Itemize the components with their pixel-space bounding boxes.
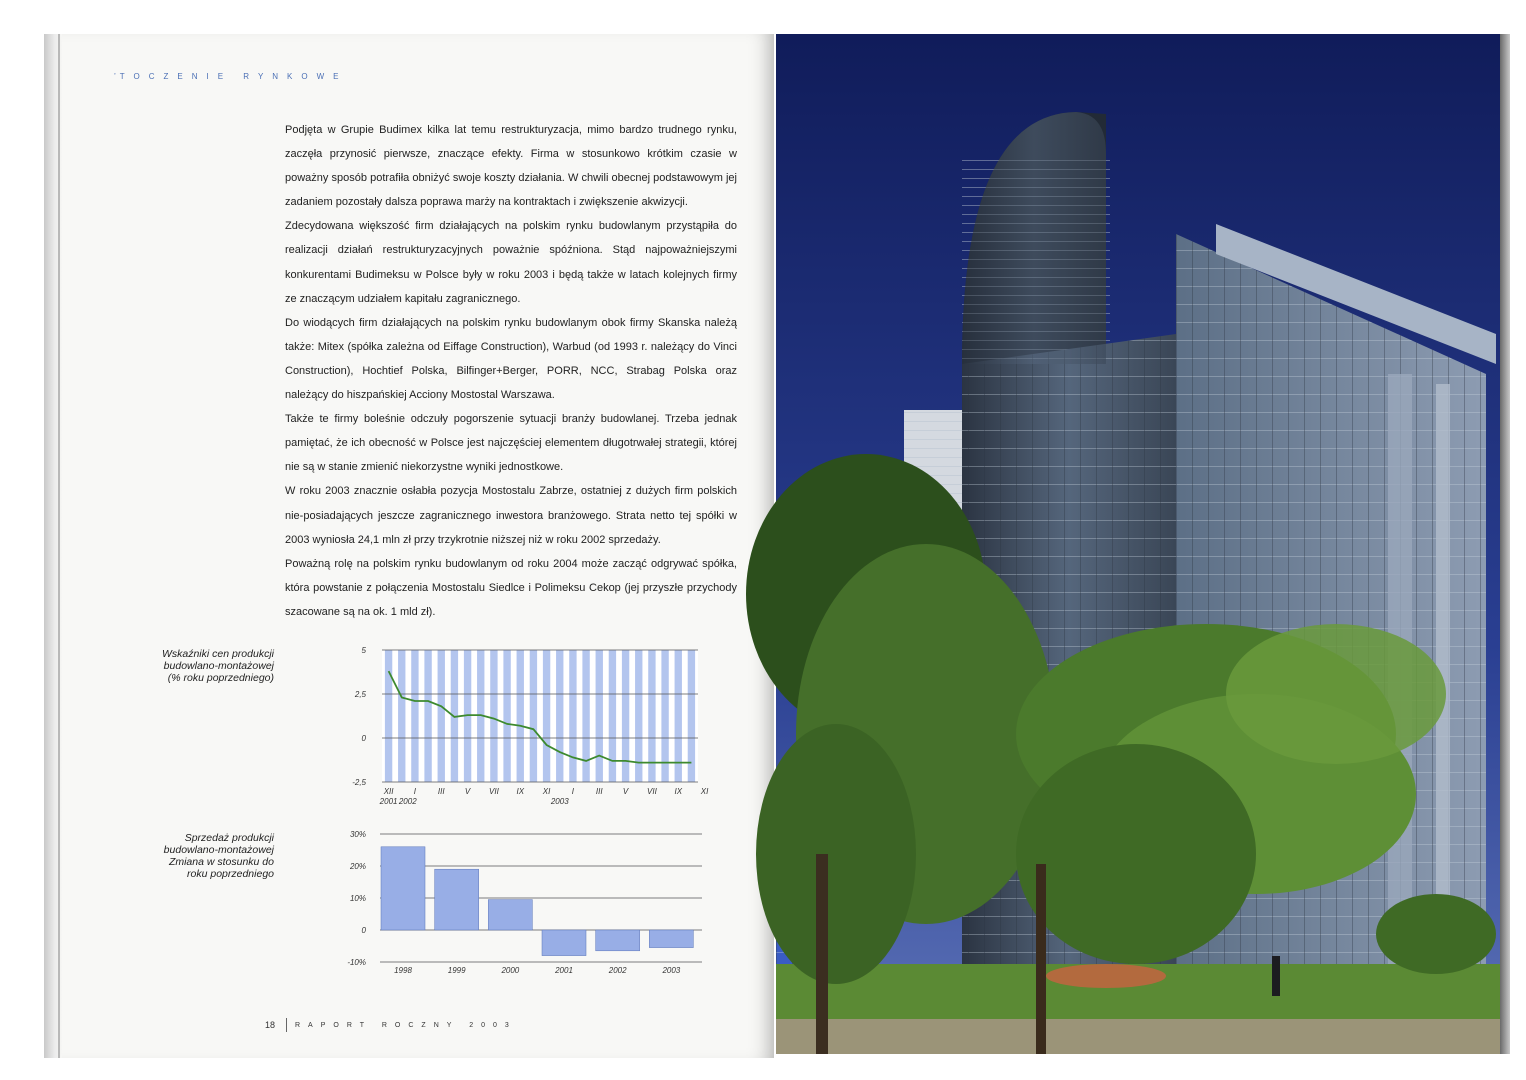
stripe (622, 650, 629, 782)
x-tick-label: XI (542, 787, 551, 796)
bar (381, 847, 425, 930)
x-tick-label: VII (489, 787, 499, 796)
x-tick-label: I (571, 787, 575, 796)
paragraph: Poważną rolę na polskim rynku budowlanym od roku 2004 może zacząć odgrywać spółka, która powstanie z połączenia Mostostalu Siedlce i Polimeksu Cekop (jej przyszłe przychody szacowane są na ok. 1 mld zł). (285, 557, 737, 618)
price-index-caption (104, 648, 274, 684)
stripe (398, 650, 405, 782)
x-tick-label: III (437, 787, 445, 796)
caption-line: budowlano-montażowej (163, 660, 274, 672)
y-tick-label: 5 (361, 646, 366, 655)
x-tick-label: IX (674, 787, 683, 796)
caption-line: Wskaźniki cen produkcji (161, 648, 274, 660)
sales-change-chart (304, 824, 681, 980)
stripe (556, 650, 563, 782)
stripe (569, 650, 576, 782)
binding-line (58, 34, 60, 1058)
x-tick-label: VII (647, 787, 657, 796)
year-label: 2002 (398, 797, 417, 806)
caption-line: budowlano-montażowej (163, 844, 274, 856)
stripe (582, 650, 589, 782)
caption-line: roku poprzedniego (187, 868, 274, 880)
page-number: 18 (265, 1020, 276, 1030)
stripe (596, 650, 603, 782)
stripe (543, 650, 550, 782)
x-tick-label: IX (516, 787, 525, 796)
stripe (503, 650, 510, 782)
bar (649, 930, 693, 948)
stripe (424, 650, 431, 782)
caption-line: (% roku poprzedniego) (167, 672, 274, 684)
stripe (490, 650, 497, 782)
caption-line: Sprzedaż produkcji (184, 832, 274, 844)
stripe (517, 650, 524, 782)
magazine-spread (44, 34, 1508, 1058)
y-tick-label: 10% (349, 894, 366, 903)
year-label: 2003 (550, 797, 569, 806)
paragraph: Podjęta w Grupie Budimex kilka lat temu restrukturyzacja, mimo bardzo trudnego rynku, zaczęła przynosić pierwsze, znaczące efekty. Firma w stosunkowo krótkim czasie w poważny sposób potrafiła obniżyć swoje koszty działania. W chwili obecnej podstawowym jej zadaniem pozostały dalsza poprawa marży na kontraktach i zwiększenie akwizycji. (285, 124, 737, 209)
paragraph: W roku 2003 znacznie osłabła pozycja Mostostalu Zabrze, ostatniej z dużych firm polskich nie-posiadających jeszcze zagranicznego inwestora branżowego. Strata netto tej spółki w 2003 wyniosła 24,1 mln zł przy trzykrotnie niższej niż w roku 2002 sprzedaży. (285, 485, 737, 546)
y-tick-label: 20% (349, 862, 366, 871)
y-tick-label: 2,5 (354, 690, 366, 699)
y-tick-label: -2,5 (352, 778, 366, 787)
building-photo (776, 34, 1500, 1054)
right-page (776, 34, 1500, 1054)
stripe (411, 650, 418, 782)
bar (488, 900, 532, 930)
bar (596, 930, 640, 951)
price-index-chart (304, 638, 709, 810)
small-tree (1376, 894, 1496, 974)
page-edge (1500, 34, 1510, 1054)
y-tick-label: 30% (349, 830, 366, 839)
footer-divider (286, 1018, 287, 1032)
section-title: ’TOCZENIE RYNKOWE (114, 72, 348, 81)
x-tick-label: 1999 (447, 966, 466, 975)
stripe (530, 650, 537, 782)
stripe (385, 650, 392, 782)
y-tick-label: -10% (347, 958, 366, 967)
y-tick-label: 0 (361, 734, 366, 743)
sales-change-caption (104, 832, 274, 880)
caption-line: Zmiana w stosunku do (168, 856, 274, 868)
x-tick-label: I (413, 787, 417, 796)
x-tick-label: 1998 (394, 966, 412, 975)
y-tick-label: 0 (361, 926, 366, 935)
stripe (438, 650, 445, 782)
left-page (44, 34, 774, 1058)
body-text (285, 118, 737, 624)
x-tick-label: V (622, 787, 629, 796)
paragraph: Do wiodących firm działających na polskim rynku budowlanym obok firmy Skanska należą także: Mitex (spółka zależna od Eiffage Construction), Warbud (od 1993 r. należący do Vinci Construction), Hochtief Polska, Bilfinger+Berger, PORR, NCC, Strabag Polska oraz należący do hiszpańskiej Acciony Mostostal Warszawa. (285, 316, 737, 402)
x-tick-label: 2001 (555, 966, 573, 975)
paragraph: Zdecydowana większość firm działających na polskim rynku budowlanym przystąpiła do realizacji działań restrukturyzacyjnych poważnie spóźniona. Stąd najpoważniejszymi konkurentami Budimeksu w Polsce były w roku 2003 i będą także w latach kolejnych firmy ze znaczącym udziałem kapitału zagranicznego. (285, 220, 737, 305)
bar (435, 869, 479, 930)
year-label: 2001 (379, 797, 398, 806)
x-tick-label: XI (700, 787, 709, 796)
x-tick-label: III (595, 787, 603, 796)
person (1272, 956, 1280, 996)
paragraph: Także te firmy boleśnie odczuły pogorszenie sytuacji branży budowlanej. Trzeba jednak pamiętać, że ich obecność w Polsce jest najczęściej elementem długotrwałej strategii, której nie są w stanie zmienić niekorzystne wyniki jednostkowe. (285, 413, 737, 474)
path (776, 1019, 1500, 1054)
x-tick-label: XII (383, 787, 394, 796)
x-tick-label: 2002 (608, 966, 627, 975)
dirt-mound (1046, 964, 1166, 988)
x-tick-label: 2003 (662, 966, 681, 975)
x-tick-label: V (464, 787, 471, 796)
stripe (609, 650, 616, 782)
report-title: RAPORT ROCZNY 2003 (295, 1022, 517, 1029)
x-tick-label: 2000 (501, 966, 520, 975)
bar (542, 930, 586, 956)
